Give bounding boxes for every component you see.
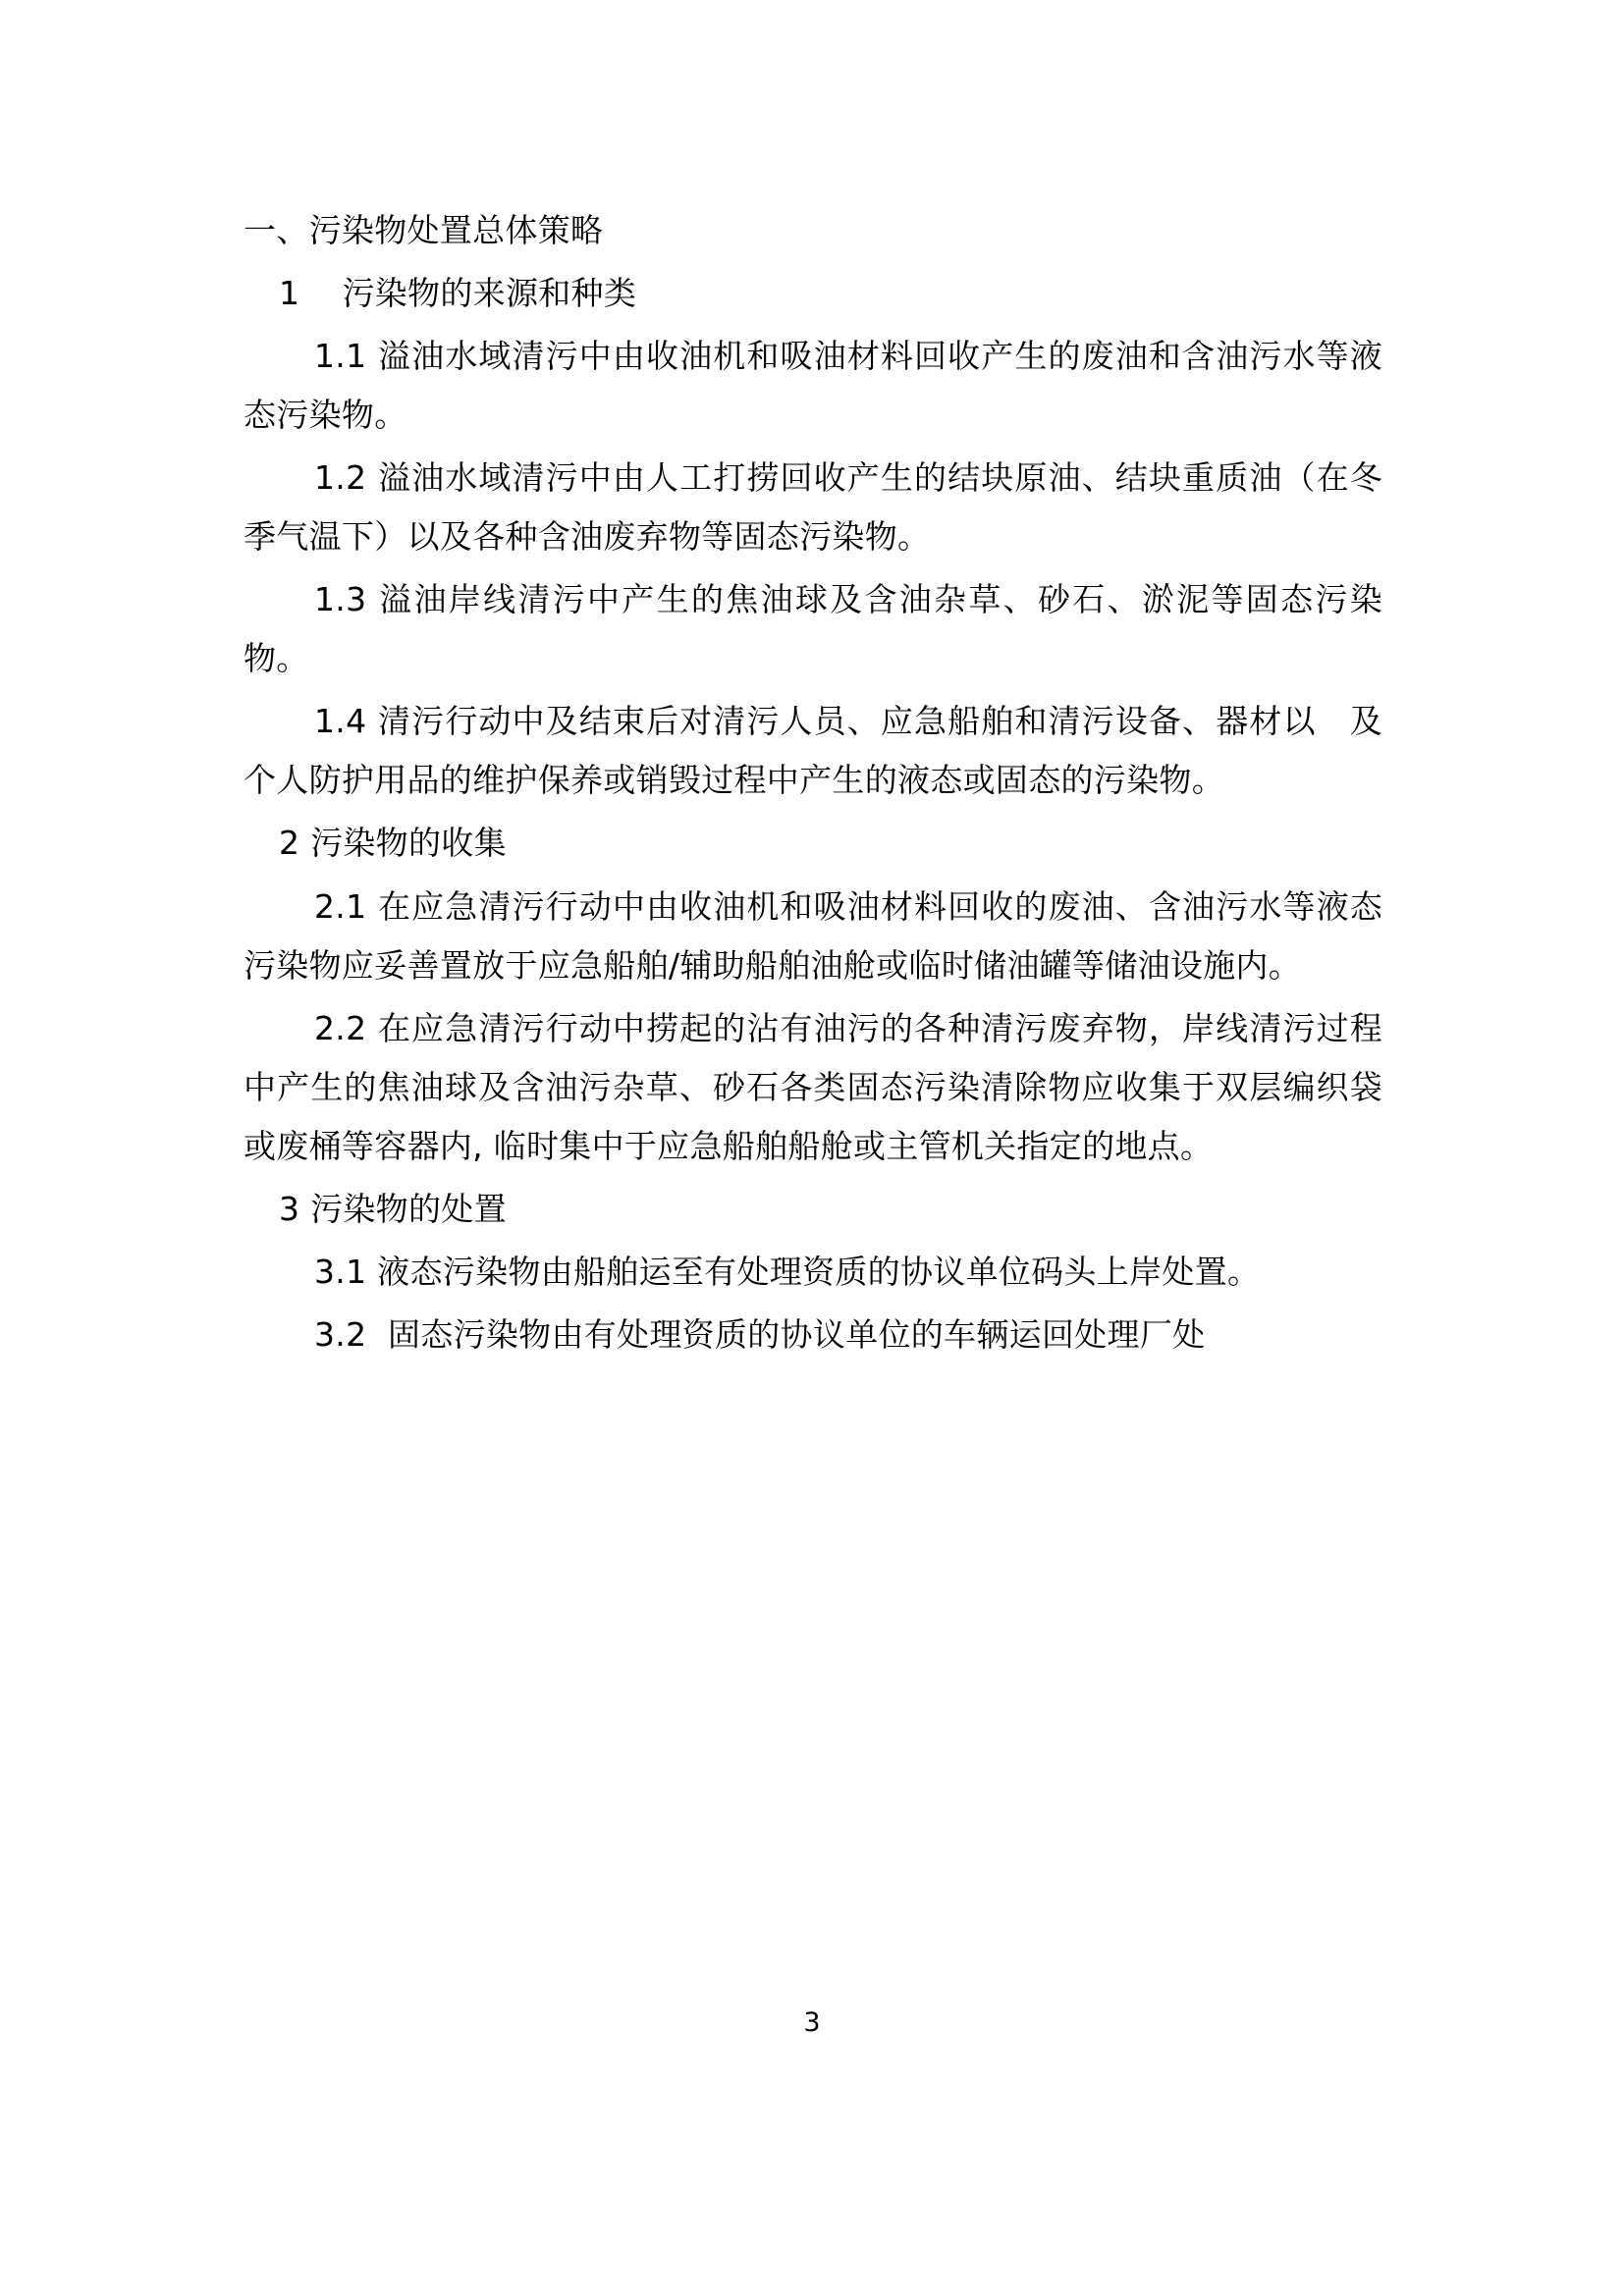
subsection-heading: 2 污染物的收集: [279, 824, 507, 863]
paragraph: 1.1 溢油水域清污中由收油机和吸油材料回收产生的废油和含油污水等液态污染物。: [244, 337, 1382, 435]
document-body: [244, 201, 1382, 1368]
paragraph: 1.4 清污行动中及结束后对清污人员、应急船舶和清污设备、器材以 及个人防护用品的维护保养或销毁过程中产生的液态或固态的污染物。: [244, 702, 1382, 800]
paragraph: 3.2 固态污染物由有处理资质的协议单位的车辆运回处理厂处: [314, 1314, 1206, 1354]
paragraph: 3.1 液态污染物由船舶运至有处理资质的协议单位码头上岸处置。: [314, 1252, 1261, 1291]
subsection-heading: 1 污染物的来源和种类: [279, 274, 637, 313]
subsection-heading: 3 污染物的处置: [279, 1189, 507, 1228]
paragraph: 1.2 溢油水域清污中由人工打捞回收产生的结块原油、结块重质油（在冬季气温下）以及各种含油废弃物等固态污染物。: [244, 458, 1382, 557]
section-heading: 一、污染物处置总体策略: [244, 211, 604, 249]
page-number: 3: [803, 2007, 821, 2038]
paragraph: 2.1 在应急清污行动中由收油机和吸油材料回收的废油、含油污水等液态污染物应妥善置放于应急船舶/辅助船舶油舱或临时储油罐等储油设施内。: [244, 886, 1382, 985]
paragraph: 1.3 溢油岸线清污中产生的焦油球及含油杂草、砂石、淤泥等固态污染物。: [244, 580, 1382, 678]
paragraph: 2.2 在应急清污行动中捞起的沾有油污的各种清污废弃物，岸线清污过程中产生的焦油球及含油污杂草、砂石各类固态污染清除物应收集于双层编织袋或废桶等容器内, 临时集中于应急船舶船舱或主管机关指定的地点。: [244, 1008, 1382, 1165]
